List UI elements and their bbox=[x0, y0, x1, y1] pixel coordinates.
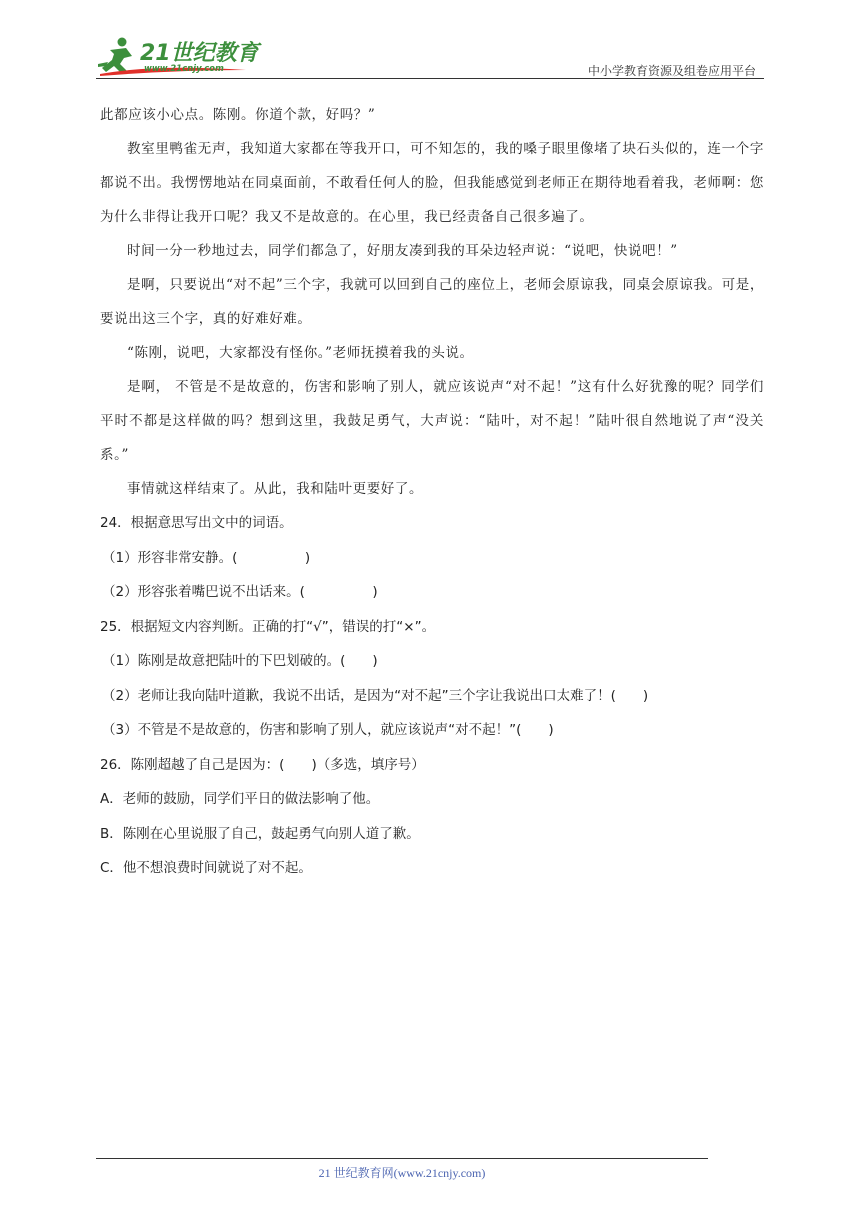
question-24-stem: 24．根据意思写出文中的词语。 bbox=[100, 515, 293, 531]
passage-paragraph-2: 教室里鸭雀无声，我知道大家都在等我开口，可不知怎的，我的嗓子眼里像堵了块石头似的，连一个字都说不出。我愣愣地站在同桌面前，不敢看任何人的脸，但我能感觉到老师正在期待地看着我，老师啊：您为什么非得让我开口呢？我又不是故意的。在心里，我已经责备自己很多遍了。 bbox=[100, 141, 764, 225]
question-25-item-1: （1）陈刚是故意把陆叶的下巴划破的。( ) bbox=[102, 653, 378, 669]
passage-paragraph-1: 此都应该小心点。陈刚。你道个款，好吗？” bbox=[100, 107, 376, 123]
runner-logo-icon bbox=[96, 34, 266, 78]
footer-divider bbox=[96, 1158, 708, 1159]
question-24-item-2: （2）形容张着嘴巴说不出话来。( ) bbox=[102, 584, 378, 600]
logo-url: www.21cnjy.com bbox=[144, 64, 224, 74]
document-body bbox=[100, 98, 764, 886]
footer-text: 21 世纪教育网(www.21cnjy.com) bbox=[318, 1166, 486, 1180]
header-divider bbox=[96, 78, 764, 79]
question-26-stem: 26．陈刚超越了自己是因为：( )（多选，填序号） bbox=[100, 756, 425, 773]
passage-paragraph-7: 事情就这样结束了。从此，我和陆叶更要好了。 bbox=[127, 481, 424, 497]
question-25-stem: 25．根据短文内容判断。正确的打“√”，错误的打“×”。 bbox=[100, 618, 436, 635]
question-25-item-2: （2）老师让我向陆叶道歉，我说不出话，是因为“对不起”三个字让我说出口太难了！( ) bbox=[102, 687, 649, 704]
page-header bbox=[96, 34, 764, 78]
question-26-option-b: B．陈刚在心里说服了自己，鼓起勇气向别人道了歉。 bbox=[100, 825, 420, 842]
passage-paragraph-3: 时间一分一秒地过去，同学们都急了，好朋友凑到我的耳朵边轻声说：“说吧，快说吧！” bbox=[127, 243, 678, 259]
passage-paragraph-6: 是啊， 不管是不是故意的，伤害和影响了别人，就应该说声“对不起！”这有什么好犹豫的呢？同学们平时不都是这样做的吗？想到这里，我鼓足勇气，大声说：“陆叶，对不起！”陆叶很自然地说了声“没关系。” bbox=[100, 379, 764, 463]
question-26-option-a: A．老师的鼓励，同学们平日的做法影响了他。 bbox=[100, 791, 380, 807]
question-26-option-c: C．他不想浪费时间就说了对不起。 bbox=[100, 860, 312, 876]
platform-name: 中小学教育资源及组卷应用平台 bbox=[587, 64, 756, 78]
site-logo bbox=[96, 34, 266, 78]
question-24-item-1: （1）形容非常安静。( ) bbox=[102, 549, 311, 566]
logo-wordmark: 21世纪教育 bbox=[140, 41, 259, 66]
question-25-item-3: （3）不管是不是故意的，伤害和影响了别人，就应该说声“对不起！”( ) bbox=[102, 722, 554, 738]
passage-paragraph-4: 是啊，只要说出“对不起”三个字，我就可以回到自己的座位上，老师会原谅我，同桌会原谅我。可是，要说出这三个字，真的好难好难。 bbox=[100, 277, 764, 327]
passage-paragraph-5: “陈刚，说吧，大家都没有怪你。”老师抚摸着我的头说。 bbox=[127, 345, 474, 361]
